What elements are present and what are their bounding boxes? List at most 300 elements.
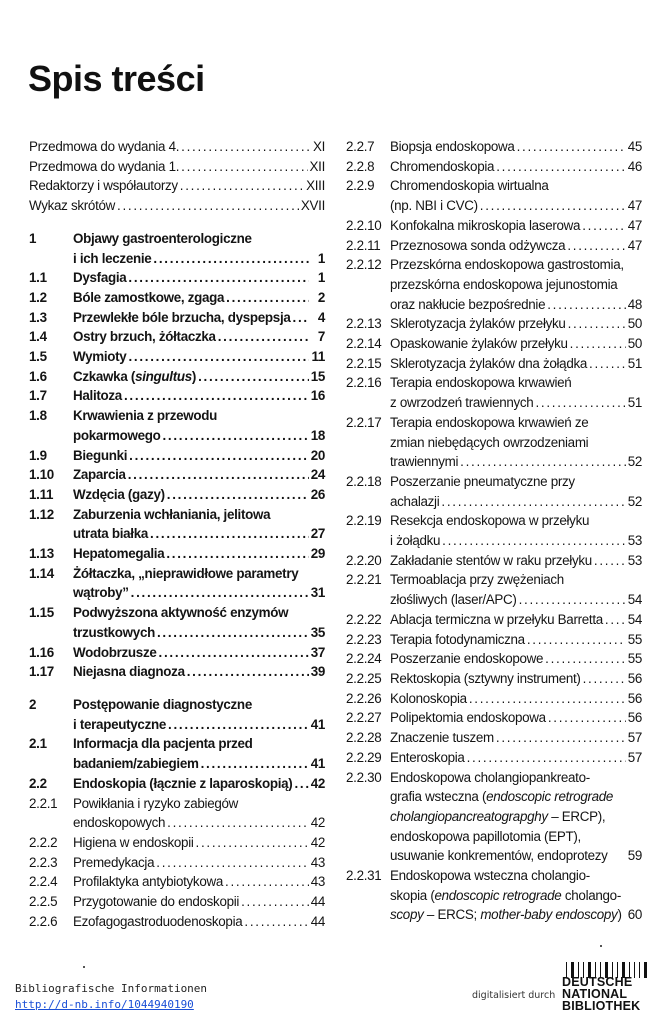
toc-entry[interactable] [346, 669, 642, 689]
toc-entry-title: Endoskopowa wsteczna cholangio- [390, 868, 590, 884]
dot-leader [605, 610, 626, 630]
toc-page-number: 54 [627, 592, 642, 608]
toc-entry-title: Ezofagogastroduodenoskopia [73, 913, 243, 929]
toc-entry-title: oraz nakłucie bezpośrednie [390, 296, 546, 312]
dnb-logo [560, 962, 660, 1014]
toc-chapter[interactable] [29, 229, 325, 268]
toc-entry-number: 1.13 [29, 546, 54, 562]
toc-entry-title: Termoablacja przy zwężeniach [390, 572, 564, 588]
toc-entry-title: Sklerotyzacja żylaków przełyku [390, 316, 566, 332]
dot-leader [166, 544, 308, 564]
toc-entry-title: Dysfagia [73, 270, 127, 286]
toc-page-number: 57 [627, 730, 642, 746]
toc-entry-title: Bóle zamostkowe, zgaga [73, 289, 225, 305]
toc-entry-title: Informacja dla pacjenta przed [73, 736, 253, 752]
toc-entry-title: Endoskopia (łącznie z laparoskopią) [73, 775, 293, 791]
dot-leader [294, 774, 308, 794]
toc-page-number: XI [312, 139, 325, 154]
toc-entry[interactable] [29, 196, 325, 216]
toc-entry[interactable] [29, 544, 325, 564]
dot-leader [441, 492, 625, 512]
toc-page-number: 24 [310, 467, 325, 483]
dot-leader [128, 465, 309, 485]
dot-leader [527, 630, 626, 650]
dot-leader [225, 872, 309, 892]
toc-entry[interactable] [29, 485, 325, 505]
toc-entry-title: Poszerzanie pneumatyczne przy [390, 473, 575, 489]
toc-entry-title: Premedykacja [73, 854, 155, 870]
toc-entry-title: Resekcja endoskopowa w przełyku [390, 513, 590, 529]
toc-entry-title: i ich leczenie [73, 250, 152, 266]
toc-page-number: XVII [300, 198, 325, 214]
dot-leader [167, 485, 309, 505]
toc-page-number: 54 [627, 611, 642, 627]
toc-page-number: 46 [627, 158, 642, 174]
toc-page-number: 2 [317, 289, 325, 305]
toc-entry-number: 2.2.26 [346, 690, 382, 706]
toc-page-number: 51 [627, 355, 642, 371]
toc-entry-number: 2.2.22 [346, 611, 382, 627]
toc-entry-number: 1.9 [29, 447, 47, 463]
toc-page-number: 44 [310, 913, 325, 929]
bibliographic-link[interactable]: http://d-nb.info/1044940190 [15, 998, 194, 1011]
dot-leader [480, 196, 626, 216]
dot-leader [467, 748, 626, 768]
toc-entry-number: 2.2.1 [29, 795, 58, 811]
dot-leader [128, 347, 309, 367]
toc-entry-title: Opaskowanie żylaków przełyku [390, 336, 568, 352]
toc-entry[interactable] [29, 157, 325, 177]
toc-entry-title: Higiena w endoskopii [73, 834, 194, 850]
dot-leader [128, 268, 309, 288]
toc-entry-title: Profilaktyka antybiotykowa [73, 874, 223, 890]
dot-leader [162, 426, 308, 446]
toc-entry-title: trawiennymi [390, 454, 459, 470]
dot-leader [150, 524, 309, 544]
toc-entry[interactable] [29, 268, 325, 288]
toc-entry-number: 1.5 [29, 349, 47, 365]
toc-page-number: 1 [317, 270, 325, 286]
toc-entry[interactable] [346, 236, 642, 256]
dot-leader [117, 196, 299, 216]
toc-entry[interactable] [29, 564, 325, 603]
toc-entry-title: Ablacja termiczna w przełyku Barretta [390, 611, 603, 627]
toc-entry-number: 1.8 [29, 408, 47, 424]
dot-leader [196, 833, 309, 853]
toc-page-number: 4 [317, 309, 325, 325]
toc-page-number: 56 [627, 710, 642, 726]
dot-leader [198, 367, 309, 387]
dot-leader [156, 853, 308, 873]
page-title: Spis treści [28, 58, 205, 99]
toc-entry[interactable] [29, 794, 325, 833]
toc-page-number: 15 [310, 368, 325, 384]
dot-leader [589, 354, 626, 374]
toc-entry-title: Biopsja endoskopowa [390, 139, 515, 154]
toc-page-number: 26 [310, 486, 325, 502]
toc-page-number: 39 [310, 664, 325, 680]
toc-page-number: 18 [310, 427, 325, 443]
toc-entry[interactable] [29, 734, 325, 773]
toc-entry-title: Krwawienia z przewodu [73, 408, 217, 424]
toc-entry-title: grafia wsteczna (endoscopic retrograde [390, 789, 614, 805]
toc-entry[interactable] [29, 288, 325, 308]
toc-page-number: 1 [317, 250, 325, 266]
bibliographic-info [15, 981, 207, 1013]
toc-entry-number: 1.4 [29, 329, 47, 345]
dot-leader [167, 813, 309, 833]
toc-entry[interactable] [29, 347, 325, 367]
toc-page-number: XII [309, 158, 325, 174]
toc-entry-title: Znaczenie tuszem [390, 730, 494, 746]
toc-entry-number: 2.1 [29, 736, 47, 752]
toc-right-column [346, 137, 642, 925]
toc-page-number: XIII [306, 178, 325, 194]
dot-leader [131, 583, 309, 603]
toc-entry-title: Powikłania i ryzyko zabiegów [73, 795, 239, 811]
toc-entry[interactable] [29, 505, 325, 544]
toc-page-number: 55 [627, 651, 642, 667]
toc-entry-number: 2 [29, 696, 37, 712]
toc-page-number: 53 [627, 552, 642, 568]
dot-leader [469, 689, 626, 709]
toc-page-number: 47 [627, 217, 642, 233]
dot-leader [180, 176, 304, 196]
toc-entry[interactable] [29, 176, 325, 196]
toc-entry[interactable] [346, 373, 642, 412]
toc-entry-title: Przedmowa do wydania 4. [29, 139, 180, 154]
toc-entry[interactable] [346, 570, 642, 609]
toc-entry-title: Wzdęcia (gazy) [73, 486, 165, 502]
toc-page-number: 48 [627, 296, 642, 312]
toc-page-number: 57 [627, 749, 642, 765]
dnb-logo-text: DEUTSCHE NATIONAL BIBLIOTHEK [562, 975, 641, 1013]
toc-entry-title: Halitoza [73, 388, 122, 404]
dot-leader [187, 662, 309, 682]
toc-entry[interactable] [29, 643, 325, 663]
toc-entry-title: zmian niebędących owrzodzeniami [390, 434, 589, 450]
toc-entry-title: Hepatomegalia [73, 546, 165, 562]
toc-entry[interactable] [346, 472, 642, 511]
toc-page-number: 44 [310, 894, 325, 910]
dot-leader [582, 216, 626, 236]
toc-entry-number: 2.2.2 [29, 834, 58, 850]
toc-entry-title: Niejasna diagnoza [73, 664, 185, 680]
toc-entry[interactable] [29, 833, 325, 853]
toc-entry-number: 2.2.16 [346, 375, 382, 391]
toc-entry-number: 1.10 [29, 467, 54, 483]
toc-entry-number: 2.2.18 [346, 473, 382, 489]
dot-leader [547, 295, 625, 315]
toc-entry-title: Enteroskopia [390, 749, 465, 765]
toc-entry-number: 2.2.11 [346, 237, 381, 253]
toc-entry-number: 2.2.21 [346, 572, 382, 588]
toc-entry[interactable] [346, 866, 642, 925]
toc-page-number: 47 [627, 198, 642, 214]
toc-page-number: 20 [310, 447, 325, 463]
toc-entry-title: złośliwych (laser/APC) [390, 592, 517, 608]
toc-page-number: 52 [627, 454, 642, 470]
toc-entry-number: 2.2.5 [29, 894, 58, 910]
toc-entry-number: 2.2.10 [346, 217, 382, 233]
toc-entry-title: Terapia endoskopowa krwawień ze [390, 414, 589, 430]
toc-page-number: 55 [627, 631, 642, 647]
toc-entry-title: z owrzodzeń trawiennych [390, 395, 534, 411]
toc-entry-title: Podwyższona aktywność enzymów [73, 605, 289, 621]
toc-entry-title: Przygotowanie do endoskopii [73, 894, 240, 910]
toc-entry-number: 2.2.17 [346, 414, 382, 430]
toc-entry-number: 2.2.9 [346, 178, 375, 194]
toc-entry[interactable] [346, 649, 642, 669]
toc-entry-title: Poszerzanie endoskopowe [390, 651, 544, 667]
bibliographic-label: Bibliografische Informationen [15, 982, 208, 995]
toc-entry-number: 2.2.31 [346, 868, 382, 884]
toc-entry-number: 2.2.27 [346, 710, 382, 726]
toc-entry-number: 1 [29, 230, 37, 246]
dot-leader [568, 314, 626, 334]
toc-entry[interactable] [346, 413, 642, 472]
toc-entry-number: 1.14 [29, 565, 54, 581]
dot-leader [159, 643, 309, 663]
toc-entry[interactable] [346, 551, 642, 571]
toc-entry-title: Sklerotyzacja żylaków dna żołądka [390, 355, 588, 371]
toc-entry-title: Chromendoskopia [390, 158, 495, 174]
toc-entry[interactable] [346, 728, 642, 748]
toc-page-number: 60 [627, 907, 642, 923]
toc-entry-title: (np. NBI i CVC) [390, 198, 478, 214]
toc-entry[interactable] [346, 610, 642, 630]
toc-entry-title: trzustkowych [73, 624, 155, 640]
dot-leader [168, 715, 309, 735]
toc-entry-title: Wymioty [73, 349, 127, 365]
toc-page-number: 42 [310, 815, 325, 831]
toc-entry-title: Terapia fotodynamiczna [390, 631, 525, 647]
toc-entry-number: 1.12 [29, 506, 54, 522]
toc-entry-number: 1.11 [29, 486, 54, 502]
toc-entry-title: Żółtaczka, „nieprawidłowe parametry [73, 565, 299, 581]
toc-entry-title: usuwanie konkrementów, endoprotezy [390, 848, 608, 864]
toc-entry-title: Polipektomia endoskopowa [390, 710, 546, 726]
toc-entry[interactable] [346, 255, 642, 314]
toc-page-number: 41 [310, 716, 325, 732]
dot-leader [570, 334, 626, 354]
toc-page-number: 47 [627, 237, 642, 253]
dot-leader [244, 912, 308, 932]
toc-entry-title: utrata białka [73, 526, 148, 542]
dot-leader [496, 728, 626, 748]
toc-entry-number: 2.2.6 [29, 913, 58, 929]
toc-entry-number: 1.16 [29, 644, 54, 660]
toc-entry[interactable] [29, 465, 325, 485]
toc-entry-title: Postępowanie diagnostyczne [73, 696, 252, 712]
toc-page-number: 11 [311, 349, 325, 365]
dot-leader [517, 137, 626, 157]
toc-entry-number: 2.2.8 [346, 158, 375, 174]
toc-entry[interactable] [346, 630, 642, 650]
toc-entry-number: 1.3 [29, 309, 47, 325]
toc-entry-number: 2.2.20 [346, 552, 382, 568]
toc-entry[interactable] [346, 708, 642, 728]
toc-entry[interactable] [346, 768, 642, 867]
toc-entry-title: Czkawka (singultus) [73, 368, 197, 384]
dot-leader [567, 236, 625, 256]
toc-entry-number: 2.2.29 [346, 749, 382, 765]
toc-entry[interactable] [29, 367, 325, 387]
toc-entry-title: Konfokalna mikroskopia laserowa [390, 217, 581, 233]
toc-entry[interactable] [346, 334, 642, 354]
toc-entry-title: i żołądku [390, 533, 441, 549]
toc-entry[interactable] [29, 327, 325, 347]
toc-entry-title: Rektoskopia (sztywny instrument) [390, 670, 581, 686]
toc-entry-number: 1.1 [29, 270, 47, 286]
toc-entry-title: Przezskórna endoskopowa gastrostomia, [390, 257, 624, 273]
toc-entry[interactable] [29, 406, 325, 445]
toc-page-number: 43 [310, 854, 325, 870]
toc-entry-number: 2.2.23 [346, 631, 382, 647]
toc-entry[interactable] [346, 314, 642, 334]
toc-entry-number: 2.2.14 [346, 336, 382, 352]
toc-entry-title: pokarmowego [73, 427, 161, 443]
toc-page-number: 51 [627, 395, 642, 411]
toc-left-column [29, 137, 325, 931]
toc-entry-title: Redaktorzy i współautorzy [29, 178, 178, 194]
toc-page-number: 52 [627, 493, 642, 509]
toc-entry[interactable] [346, 748, 642, 768]
toc-entry-number: 1.15 [29, 605, 54, 621]
dot-leader [181, 137, 309, 157]
toc-entry[interactable] [29, 912, 325, 932]
toc-entry[interactable] [346, 689, 642, 709]
toc-entry-number: 2.2.4 [29, 874, 58, 890]
toc-entry-title: Ostry brzuch, żółtaczka [73, 329, 216, 345]
dot-leader [496, 157, 626, 177]
toc-entry[interactable] [29, 662, 325, 682]
dot-leader [153, 249, 309, 269]
dot-leader [535, 393, 625, 413]
toc-entry-title: przezskórna endoskopowa jejunostomia [390, 276, 618, 292]
toc-page-number: 42 [310, 834, 325, 850]
toc-entry[interactable] [29, 853, 325, 873]
toc-entry-title: cholangiopancreatograpghy – ERCP), [390, 808, 606, 824]
toc-entry-number: 2.2.30 [346, 769, 382, 785]
toc-entry-title: skopia (endoscopic retrograde cholango- [390, 887, 621, 903]
toc-page-number: 50 [627, 336, 642, 352]
toc-entry-title: achalazji [390, 493, 440, 509]
scan-speck [83, 966, 85, 968]
toc-entry[interactable] [346, 157, 642, 177]
toc-chapter[interactable] [29, 695, 325, 734]
toc-entry[interactable] [346, 176, 642, 215]
toc-page-number: 37 [310, 644, 325, 660]
toc-entry-title: Chromendoskopia wirtualna [390, 178, 549, 194]
dot-leader [583, 669, 626, 689]
toc-page-number: 56 [627, 690, 642, 706]
toc-entry[interactable] [29, 774, 325, 794]
toc-entry-title: Biegunki [73, 447, 128, 463]
dot-leader [181, 157, 307, 177]
toc-page-number: 41 [310, 756, 325, 772]
dot-leader [129, 446, 309, 466]
toc-entry-title: badaniem/zabiegiem [73, 756, 199, 772]
toc-entry-number: 2.2 [29, 775, 47, 791]
dot-leader [293, 308, 309, 328]
dot-leader [241, 892, 309, 912]
dot-leader [548, 708, 626, 728]
dot-leader [545, 649, 626, 669]
toc-entry-title: Kolonoskopia [390, 690, 467, 706]
toc-page-number: 56 [627, 670, 642, 686]
toc-entry-title: Objawy gastroenterologiczne [73, 230, 252, 246]
toc-entry-number: 2.2.25 [346, 670, 382, 686]
toc-entry[interactable] [29, 386, 325, 406]
toc-page-number: 31 [310, 585, 325, 601]
toc-entry-number: 2.2.28 [346, 730, 382, 746]
toc-entry-title: endoskopowych [73, 815, 166, 831]
toc-entry[interactable] [346, 511, 642, 550]
toc-entry-title: Przeznosowa sonda odżywcza [390, 237, 566, 253]
toc-entry-title: Endoskopowa cholangiopankreato- [390, 769, 590, 785]
toc-entry[interactable] [346, 137, 642, 157]
toc-entry[interactable] [346, 216, 642, 236]
toc-entry-title: Wodobrzusze [73, 644, 157, 660]
toc-page-number: 45 [627, 139, 642, 154]
toc-entry-title: endoskopowa papillotomia (EPT), [390, 828, 581, 844]
toc-entry-number: 2.2.15 [346, 355, 382, 371]
toc-page-number: 7 [317, 329, 325, 345]
toc-page-number: 16 [310, 388, 325, 404]
toc-page-number: 42 [310, 775, 325, 791]
toc-page-number: 53 [627, 533, 642, 549]
dot-leader [460, 452, 626, 472]
toc-entry-title: Przewlekłe bóle brzucha, dyspepsja [73, 309, 291, 325]
toc-entry-title: Terapia endoskopowa krwawień [390, 375, 572, 391]
toc-entry-number: 2.2.3 [29, 854, 58, 870]
toc-entry-title: Zaburzenia wchłaniania, jelitowa [73, 506, 271, 522]
toc-page-number: 50 [627, 316, 642, 332]
toc-entry-title: Zaparcia [73, 467, 126, 483]
dot-leader [157, 623, 309, 643]
toc-entry[interactable] [29, 308, 325, 328]
toc-entry[interactable] [29, 137, 325, 157]
toc-page-number: 29 [310, 546, 325, 562]
toc-entry[interactable] [29, 892, 325, 912]
scan-speck [600, 945, 602, 947]
toc-page-number: 35 [310, 624, 325, 640]
toc-entry-title: Wykaz skrótów [29, 198, 116, 214]
toc-entry-number: 2.2.24 [346, 651, 382, 667]
toc-page-number: 27 [310, 526, 325, 542]
toc-entry-title: Zakładanie stentów w raku przełyku [390, 552, 592, 568]
toc-entry-title: wątroby” [73, 585, 129, 601]
toc-entry-title: Przedmowa do wydania 1. [29, 158, 180, 174]
dot-leader [218, 327, 309, 347]
toc-entry-number: 2.2.12 [346, 257, 382, 273]
toc-entry-number: 1.7 [29, 388, 47, 404]
toc-entry-title: scopy – ERCS; mother-baby endoscopy) [390, 907, 622, 923]
toc-entry[interactable] [29, 446, 325, 466]
dot-leader [124, 386, 309, 406]
toc-entry-number: 1.2 [29, 289, 47, 305]
dot-leader [442, 531, 626, 551]
toc-entry[interactable] [29, 872, 325, 892]
digitized-by-label: digitalisiert durch [472, 990, 556, 1001]
toc-entry[interactable] [29, 603, 325, 642]
toc-entry[interactable] [346, 354, 642, 374]
toc-entry-number: 1.6 [29, 368, 47, 384]
toc-entry-title: i terapeutyczne [73, 716, 166, 732]
dot-leader [201, 754, 309, 774]
toc-page-number: 59 [627, 848, 642, 864]
